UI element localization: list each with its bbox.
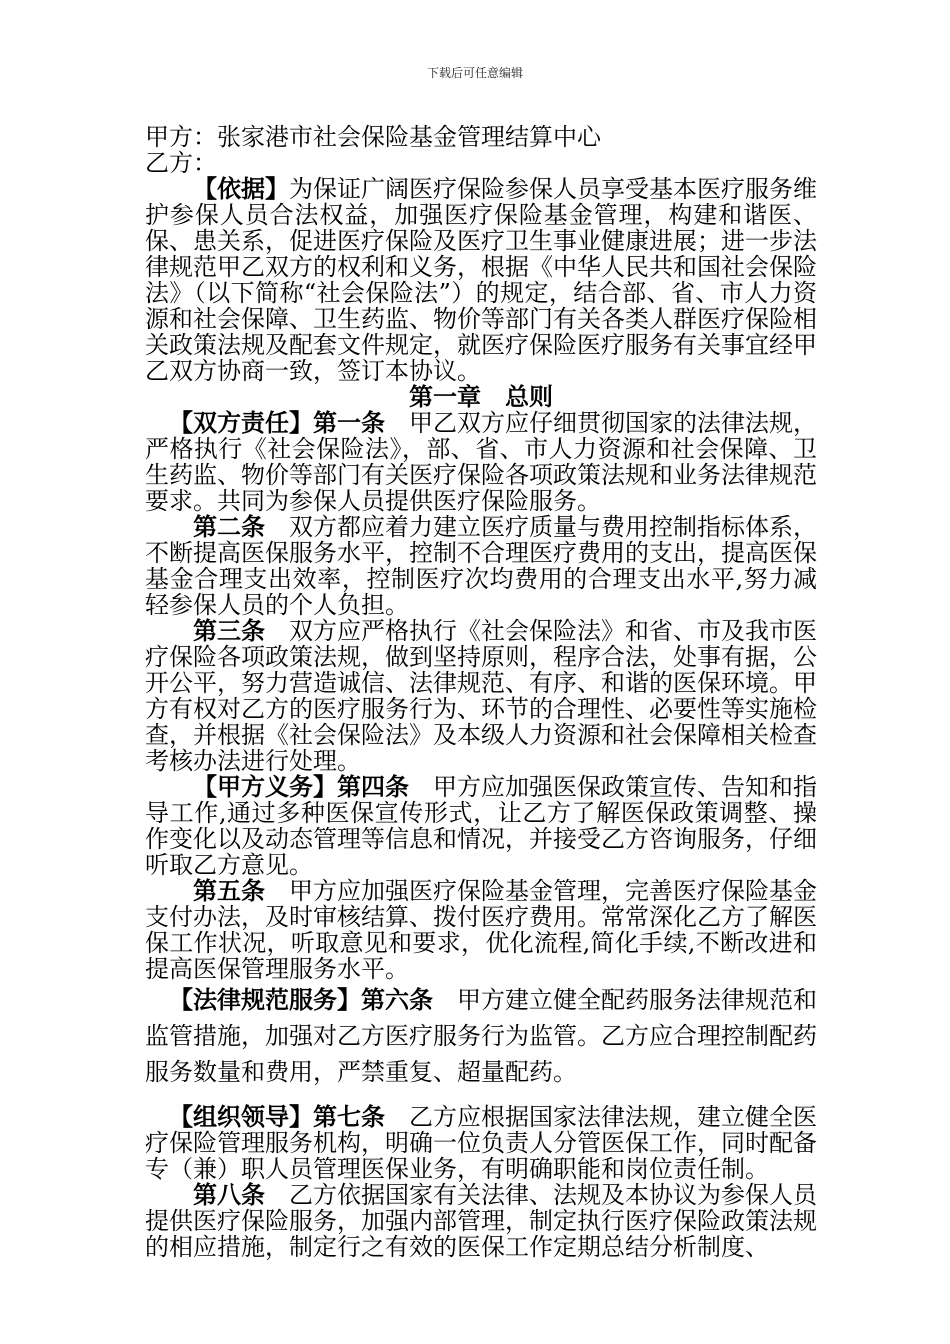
article-5 bbox=[145, 878, 817, 982]
article-text: 甲方建立健全配药服务法律规范和监管措施，加强对乙方医疗服务行为监管。乙方应合理控制配药服务数量和费用，严禁重复、超量配药。 bbox=[145, 986, 817, 1086]
article-6 bbox=[145, 982, 817, 1090]
article-text: 甲方应加强医疗保险基金管理，完善医疗保险基金支付办法，及时审核结算、拨付医疗费用。常常深化乙方了解医保工作状况，听取意见和要求，优化流程,简化手续,不断改进和提高医保管理服务水平。 bbox=[145, 877, 817, 983]
article-text: 甲方应加强医保政策宣传、告知和指导工作,通过多种医保宣传形式，让乙方了解医保政策调整、操作变化以及动态管理等信息和情况，并接受乙方咨询服务，仔细听取乙方意见。 bbox=[145, 773, 817, 879]
party-a-line: 甲方：张家港市社会保险基金管理结算中心 bbox=[145, 123, 601, 151]
article-text: 双方都应着力建立医疗质量与费用控制指标体系，不断提高医保服务水平，控制不合理医疗费用的支出，提高医保基金合理支出效率，控制医疗次均费用的合理支出水平,努力减轻参保人员的个人负担。 bbox=[145, 513, 817, 619]
article-tag: 【法律规范服务】第六条 bbox=[169, 985, 433, 1014]
article-4 bbox=[145, 774, 817, 878]
article-tag: 【组织领导】第七条 bbox=[169, 1102, 385, 1131]
article-7 bbox=[145, 1104, 817, 1182]
article-2 bbox=[145, 514, 817, 618]
basis-paragraph bbox=[145, 176, 817, 384]
header-note: 下载后可任意编辑 bbox=[426, 66, 523, 80]
article-tag: 【甲方义务】第四条 bbox=[193, 772, 409, 801]
article-3 bbox=[145, 618, 817, 774]
document-body bbox=[145, 124, 817, 1260]
article-text: 乙方应根据国家法律法规，建立健全医疗保险管理服务机构，明确一位负责人分管医保工作，同时配备专（兼）职人员管理医保业务，有明确职能和岗位责任制。 bbox=[145, 1103, 817, 1183]
article-tag: 第八条 bbox=[193, 1180, 265, 1209]
article-text: 双方应严格执行《社会保险法》和省、市及我市医疗保险各项政策法规，做到坚持原则，程序合法，处事有据，公开公平，努力营造诚信、法律规范、有序、和谐的医保环境。甲方有权对乙方的医疗服务行为、环节的合理性、必要性等实施检查，并根据《社会保险法》及本级人力资源和社会保障相关检查考核办法进行处理。 bbox=[145, 617, 817, 775]
party-b-line: 乙方： bbox=[145, 149, 217, 177]
article-8 bbox=[145, 1182, 817, 1260]
article-text: 甲乙双方应仔细贯彻国家的法律法规，严格执行《社会保险法》，部、省、市人力资源和社会保障、卫生药监、物价等部门有关医疗保险各项政策法规和业务法律规范要求。共同为参保人员提供医疗保险服务。 bbox=[145, 409, 817, 515]
basis-tag: 【依据】 bbox=[193, 174, 289, 203]
chapter-heading: 第一章 总则 bbox=[409, 382, 553, 411]
article-tag: 第三条 bbox=[193, 616, 265, 645]
article-tag: 第五条 bbox=[193, 876, 265, 905]
article-text: 乙方依据国家有关法律、法规及本协议为参保人员提供医疗保险服务，加强内部管理，制定执行医疗保险政策法规的相应措施，制定行之有效的医保工作定期总结分析制度、 bbox=[145, 1181, 817, 1261]
article-tag: 第二条 bbox=[193, 512, 265, 541]
article-tag: 【双方责任】第一条 bbox=[169, 408, 385, 437]
basis-text: 为保证广阔医疗保险参保人员享受基本医疗服务维护参保人员合法权益，加强医疗保险基金管理，构建和谐医、保、患关系，促进医疗保险及医疗卫生事业健康进展；进一步法律规范甲乙双方的权利和义务，根据《中华人民共和国社会保险法》（以下简称“社会保险法”）的规定，结合部、省、市人力资源和社会保障、卫生药监、物价等部门有关各类人群医疗保险相关政策法规及配套文件规定，就医疗保险医疗服务有关事宜经甲乙双方协商一致，签订本协议。 bbox=[145, 175, 817, 385]
article-1 bbox=[145, 410, 817, 514]
